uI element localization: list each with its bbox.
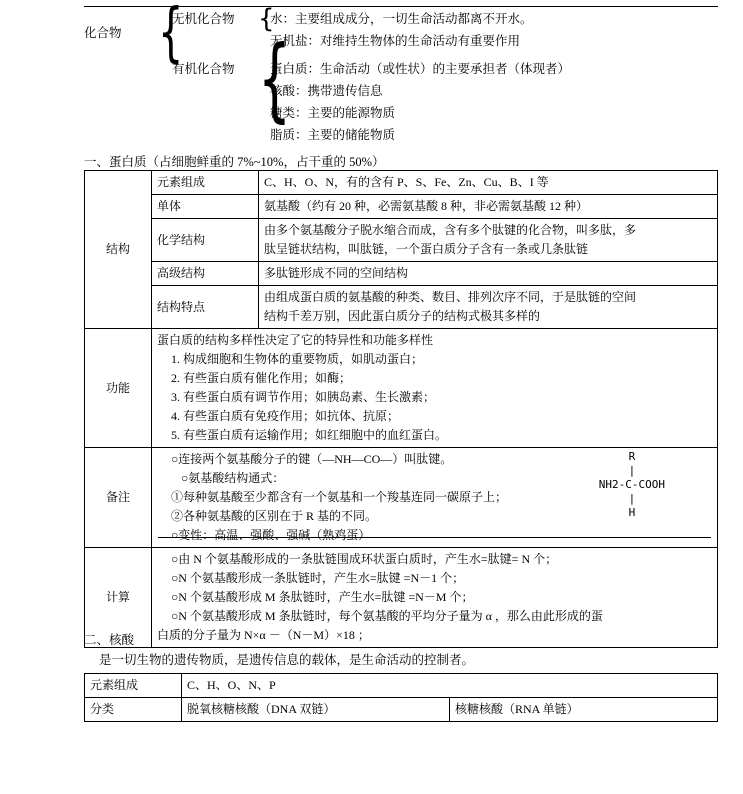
row-sub-label: 高级结构: [152, 262, 259, 286]
row-label: 元素组成: [85, 674, 182, 698]
row-sub-label: 元素组成: [152, 171, 259, 195]
table-row: [85, 262, 718, 286]
diagram-item: 无机盐：对维持生物体的生命活动有重要作用: [270, 34, 521, 48]
section-title-nucleic-acid: 二、核酸: [84, 633, 135, 647]
protein-table: [84, 170, 718, 648]
function-item: 1. 构成细胞和生物体的重要物质，如肌动蛋白；: [171, 352, 424, 366]
group-label-organic: 有机化合物: [172, 62, 235, 76]
formula-line: H: [628, 506, 636, 519]
diagram-root-label: 化合物: [84, 26, 122, 40]
row-value-secondary: 核糖核酸（RNA 单链）: [450, 698, 718, 722]
content-line: 由多个氨基酸分子脱水缩合而成，含有多个肽键的化合物，叫多肽，多: [264, 223, 637, 237]
note-line: ①每种氨基酸至少都含有一个氨基和一个羧基连同一碳原子上；: [171, 490, 508, 504]
calc-line: ○由 N 个氨基酸形成的一条肽链围成环状蛋白质时，产生水=肽键= N 个；: [171, 552, 558, 566]
brace-level2-icon-inorganic: {: [258, 4, 275, 34]
content-line: 结构千差万别，因此蛋白质分子的结构式极其多样的: [264, 309, 541, 323]
nucleic-acid-table: [84, 673, 718, 722]
function-item: 5. 有些蛋白质有运输作用；如红细胞中的血红蛋白。: [171, 428, 448, 442]
table-row: [85, 674, 718, 698]
function-item: 4. 有些蛋白质有免疫作用；如抗体、抗原；: [171, 409, 400, 423]
row-sub-label: 单体: [152, 195, 259, 219]
calculation-content: [152, 548, 718, 648]
table-row: [85, 698, 718, 722]
note-line: ○氨基酸结构通式：: [181, 471, 285, 485]
diagram-group-inorganic: [172, 4, 724, 52]
formula-line: |: [628, 464, 636, 477]
note-content: [152, 448, 718, 548]
brace-level1-icon: {: [158, 0, 184, 70]
table-row: [85, 329, 718, 448]
row-value: 脱氧核糖核酸（DNA 双链）: [182, 698, 450, 722]
calc-line: ○N 个氨基酸形成一条肽链时，产生水=肽键 =N－1 个；: [171, 571, 465, 585]
row-sub-label: 结构特点: [152, 286, 259, 329]
row-group-calculation: 计算: [85, 548, 152, 648]
content-line: 氨基酸（约有 20 种，必需氨基酸 8 种，非必需氨基酸 12 种）: [264, 199, 589, 213]
note-line: ○连接两个氨基酸分子的键（—NH—CO—）叫肽键。: [171, 452, 453, 466]
section-title-protein: 一、蛋白质（占细胞鲜重的 7%~10%，占干重的 50%）: [84, 155, 385, 169]
row-value: C、H、O、N、P: [182, 674, 718, 698]
content-line: 由组成蛋白质的氨基酸的种类、数目、排列次序不同，于是肽链的空间: [264, 290, 637, 304]
row-content: [259, 219, 718, 262]
table-row: [85, 219, 718, 262]
table-row: [85, 548, 718, 648]
diagram-item: 脂质：主要的储能物质: [270, 128, 396, 142]
note-line: ○变性：高温、强酸、强碱（熟鸡蛋）: [171, 528, 371, 542]
brace-level2-icon-organic: {: [258, 27, 292, 133]
table-row: [85, 171, 718, 195]
content-line: C、H、O、N，有的含有 P、S、Fe、Zn、Cu、B、I 等: [264, 175, 549, 189]
function-item: 3. 有些蛋白质有调节作用；如胰岛素、生长激素；: [171, 390, 436, 404]
function-content: [152, 329, 718, 448]
row-group-function: 功能: [85, 329, 152, 448]
function-item: 2. 有些蛋白质有催化作用；如酶；: [171, 371, 352, 385]
row-label: 分类: [85, 698, 182, 722]
formula-line: R: [628, 450, 636, 463]
group-label-inorganic: 无机化合物: [172, 12, 235, 26]
diagram-item: 糖类：主要的能源物质: [270, 106, 396, 120]
row-content: [259, 195, 718, 219]
row-group-note: 备注: [85, 448, 152, 548]
content-line: 肽呈链状结构，叫肽链，一个蛋白质分子含有一条或几条肽链: [264, 242, 589, 256]
formula-line: |: [628, 492, 636, 505]
row-content: [259, 286, 718, 329]
row-content: [259, 262, 718, 286]
calc-line: ○N 个氨基酸形成 M 条肽链时，产生水=肽键 =N－M 个；: [171, 590, 474, 604]
content-line: 多肽链形成不同的空间结构: [264, 266, 409, 280]
diagram-item: 水：主要组成成分，一切生命活动都离不开水。: [270, 12, 533, 26]
calc-line: 白质的分子量为 N×α －（N－M）×18 ；: [157, 628, 370, 642]
row-content: [259, 171, 718, 195]
table-row: [85, 195, 718, 219]
diagram-item: 蛋白质：生命活动（或性状）的主要承担者（体现者）: [270, 62, 571, 76]
content-line: 蛋白质的结构多样性决定了它的特异性和功能多样性: [157, 333, 434, 347]
calc-line: ○N 个氨基酸形成 M 条肽链时，每个氨基酸的平均分子量为 α ，那么由此形成的蛋: [171, 609, 603, 623]
table-row: [85, 448, 718, 548]
note-line: ②各种氨基酸的区别在于 R 基的不同。: [171, 509, 378, 523]
diagram-item: 核酸：携带遗传信息: [270, 84, 383, 98]
amino-acid-formula: [599, 450, 665, 520]
row-group-structure: 结构: [85, 171, 152, 329]
row-sub-label: 化学结构: [152, 219, 259, 262]
nucleic-acid-paragraph: 是一切生物的遗传物质，是遗传信息的载体，是生命活动的控制者。: [99, 653, 475, 667]
strikethrough-line: [158, 537, 711, 538]
table-row: [85, 286, 718, 329]
compound-brace-diagram: [84, 0, 724, 146]
formula-line: NH2-C-COOH: [598, 478, 665, 491]
